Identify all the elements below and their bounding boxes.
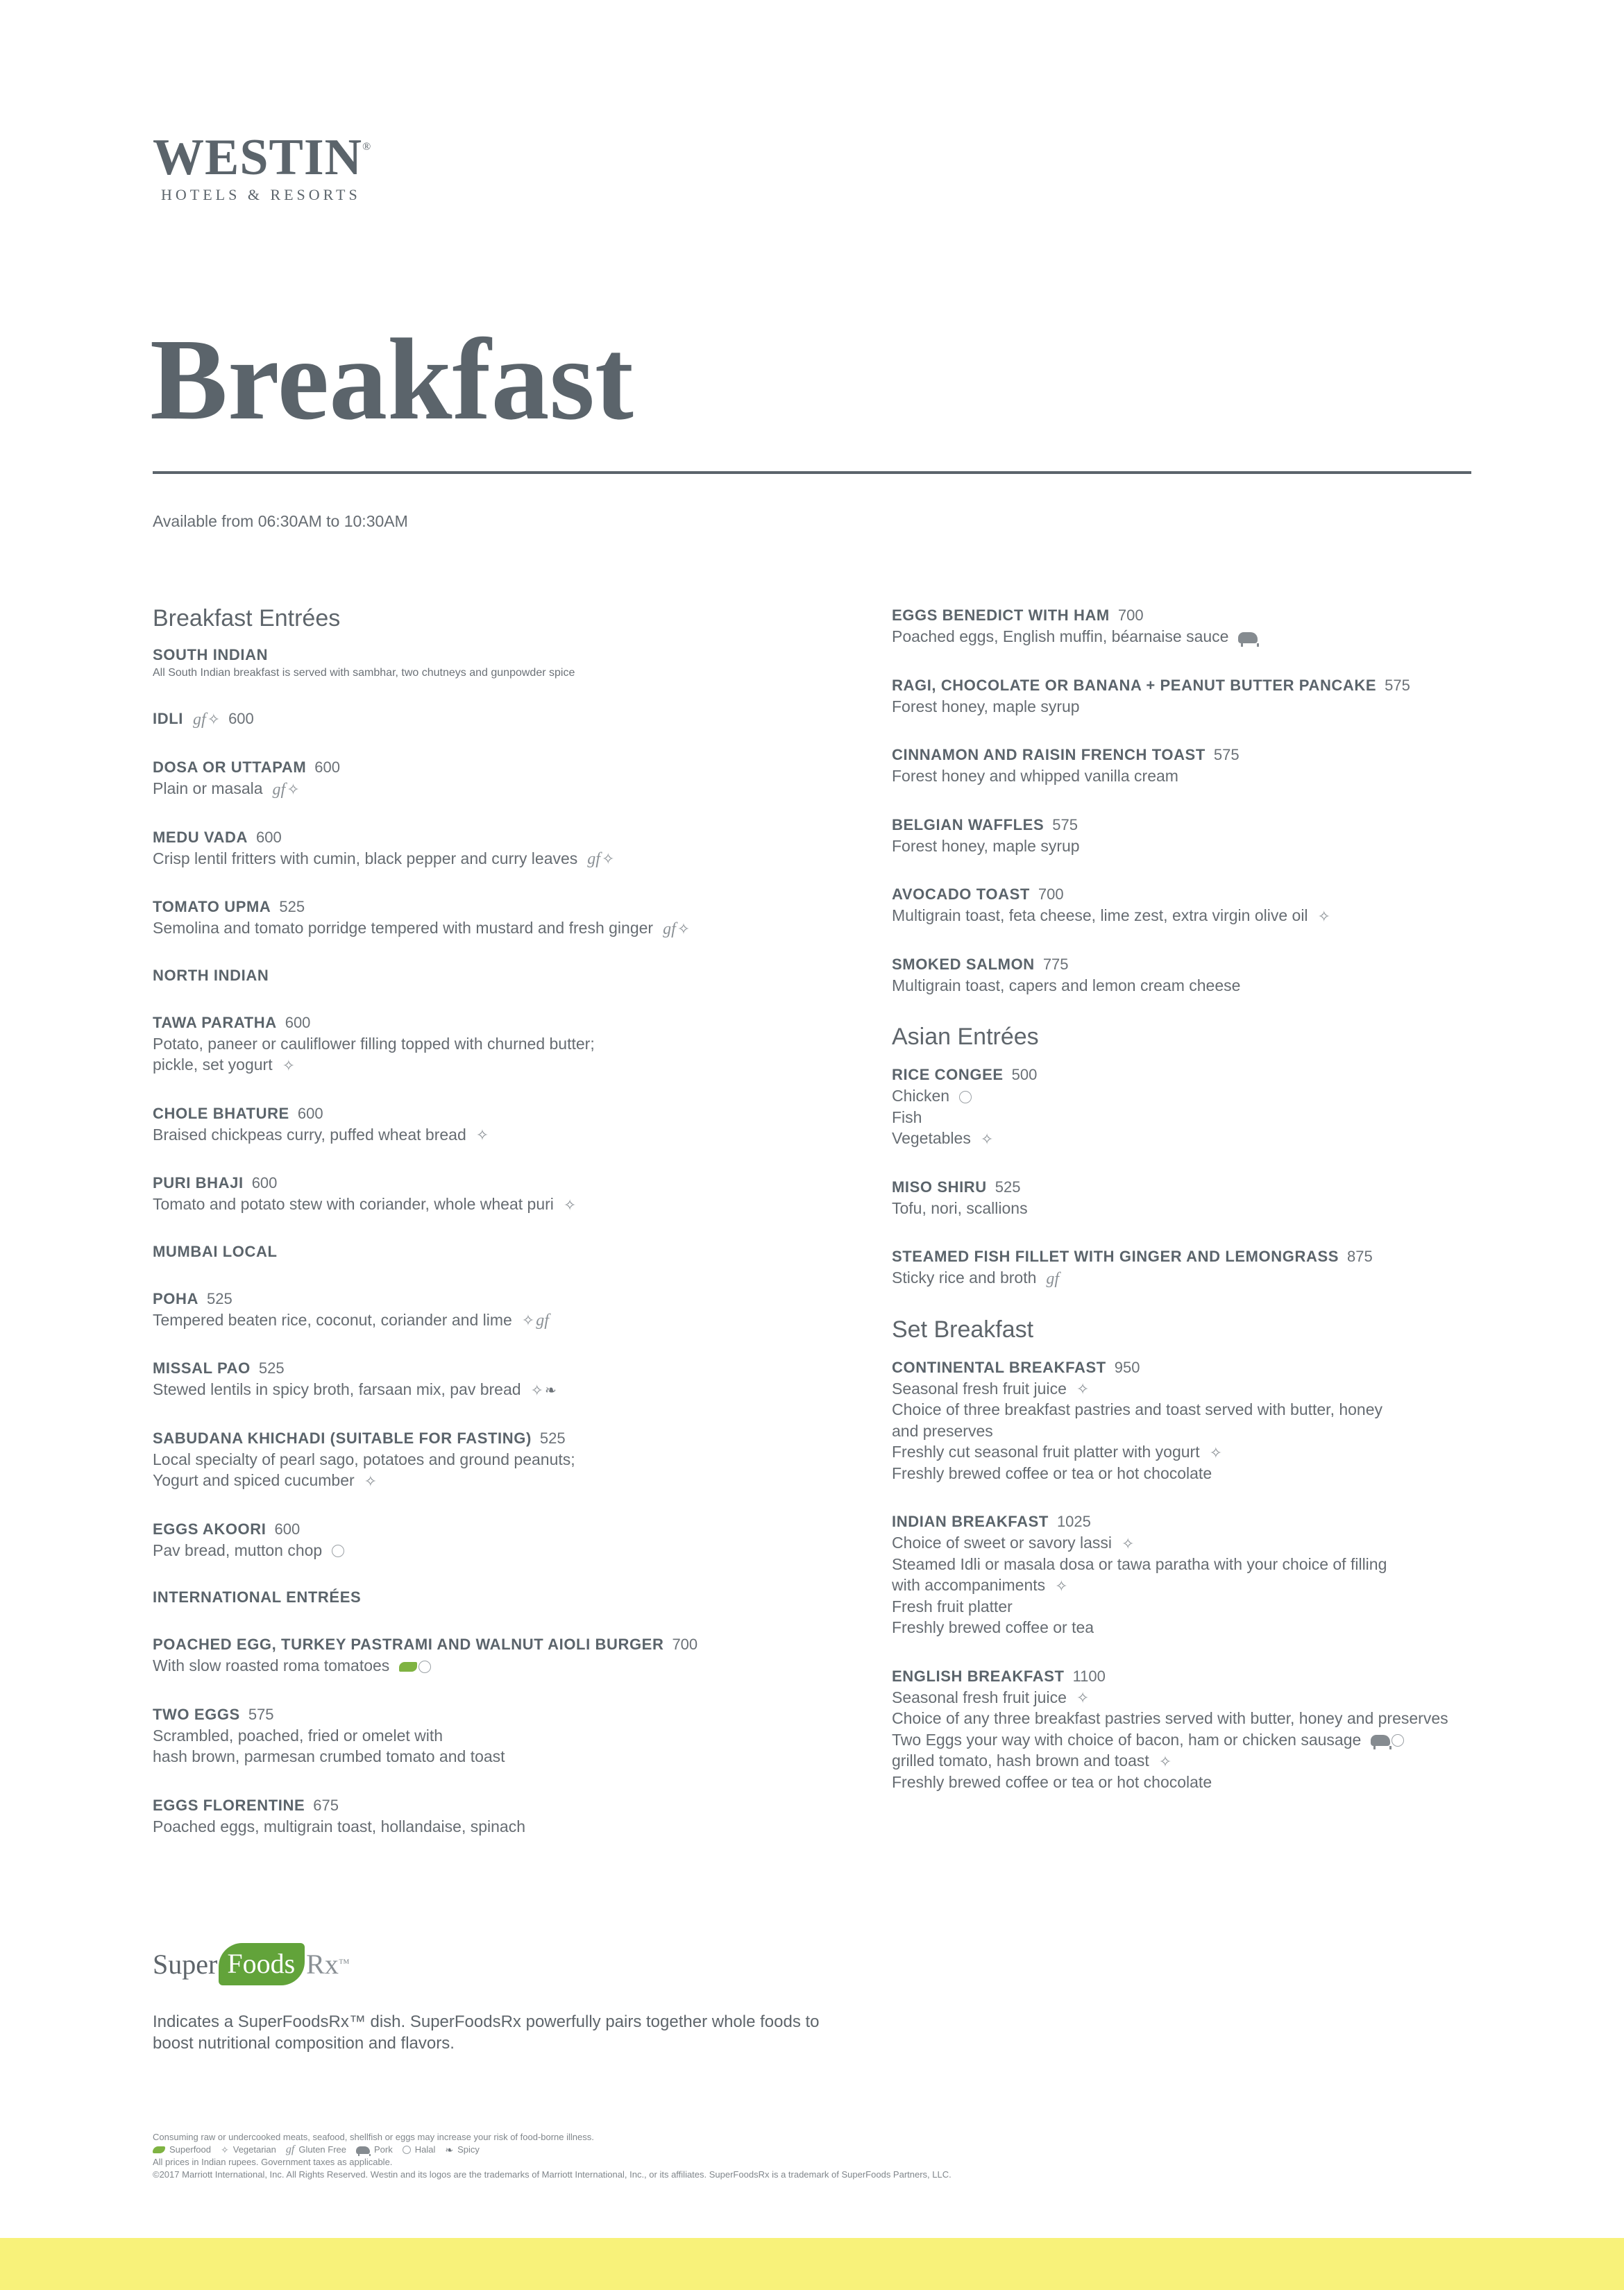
dietary-icons	[1318, 909, 1330, 924]
item-name: MISSAL PAO	[153, 1359, 251, 1377]
gluten-free-icon: gf	[536, 1312, 549, 1330]
item-name: TWO EGGS	[153, 1705, 240, 1723]
menu-item	[153, 1358, 861, 1400]
item-price: 600	[297, 1104, 323, 1122]
menu-item	[153, 757, 861, 799]
item-description: Fish	[892, 1108, 922, 1126]
item-name: INDIAN BREAKFAST	[892, 1513, 1049, 1530]
item-name: EGGS BENEDICT WITH HAM	[892, 607, 1110, 624]
dietary-icons	[1210, 1445, 1222, 1461]
vegetarian-icon: ✧	[475, 1126, 489, 1144]
item-description: Pav bread, mutton chop	[153, 1541, 323, 1559]
item-name: PURI BHAJI	[153, 1174, 244, 1191]
legend-label: Gluten Free	[298, 2144, 347, 2155]
menu-item	[153, 1289, 861, 1331]
vegetarian-icon: ✧	[287, 780, 300, 798]
menu-item	[153, 1103, 861, 1146]
menu-item	[153, 1704, 861, 1767]
menu-item	[892, 1511, 1600, 1638]
item-description: Semolina and tomato porridge tempered with mustard and fresh ginger	[153, 919, 654, 937]
dietary-icons	[476, 1128, 489, 1143]
superfoods-logo-rx: Rx	[306, 1948, 339, 1980]
superfoods-description: Indicates a SuperFoodsRx™ dish. SuperFoodsRx powerfully pairs together whole foods to boost nutritional composition and flavors.	[153, 2012, 820, 2053]
item-price: 600	[256, 828, 282, 846]
item-description: Chicken	[892, 1087, 950, 1105]
dietary-icons	[1122, 1536, 1134, 1552]
item-price: 575	[248, 1705, 274, 1723]
menu-item	[892, 884, 1600, 926]
item-description: Yogurt and spiced cucumber	[153, 1471, 355, 1489]
vegetarian-icon: ✧	[530, 1381, 543, 1399]
dietary-icons	[1159, 1754, 1172, 1770]
item-name: EGGS FLORENTINE	[153, 1796, 305, 1814]
dietary-icons	[564, 1198, 576, 1213]
item-price: 575	[1052, 815, 1078, 833]
halal-icon	[1392, 1734, 1404, 1747]
item-price: 525	[258, 1359, 285, 1377]
item-price: 575	[1385, 676, 1410, 694]
item-description: and preserves	[892, 1421, 993, 1440]
dietary-icons	[399, 1661, 431, 1673]
superfoods-logo	[153, 1936, 350, 1992]
subsection-title: NORTH INDIAN	[153, 966, 269, 984]
item-description: Vegetables	[892, 1129, 971, 1147]
subsection-title: SOUTH INDIAN	[153, 646, 269, 663]
item-description: Sticky rice and broth	[892, 1269, 1037, 1287]
menu-item	[892, 1666, 1600, 1793]
vegetarian-icon: ✧	[1158, 1752, 1172, 1770]
item-name: CINNAMON AND RAISIN FRENCH TOAST	[892, 746, 1206, 763]
item-description: with accompaniments	[892, 1576, 1046, 1594]
menu-item	[892, 1177, 1600, 1219]
menu-item	[153, 1634, 861, 1677]
item-price: 500	[1011, 1066, 1038, 1083]
item-price: 1100	[1072, 1667, 1106, 1685]
item-description: Freshly brewed coffee or tea or hot chocolate	[892, 1464, 1212, 1482]
item-name: MISO SHIRU	[892, 1178, 987, 1196]
item-description: Tempered beaten rice, coconut, coriander and lime	[153, 1310, 512, 1329]
halal-icon	[332, 1545, 344, 1557]
menu-item	[892, 1065, 1600, 1149]
subsection-title: INTERNATIONAL ENTRÉES	[153, 1588, 362, 1606]
vegetarian-icon: ✧	[364, 1472, 378, 1490]
vegetarian-icon: ✧	[601, 850, 615, 868]
menu-item	[153, 827, 861, 870]
dietary-icons	[273, 781, 300, 798]
item-price: 575	[1213, 746, 1240, 763]
item-price: 525	[539, 1429, 566, 1447]
subsection-note: All South Indian breakfast is served with sambhar, two chutneys and gunpowder spice	[153, 667, 575, 679]
item-name: EGGS AKOORI	[153, 1520, 267, 1538]
gluten-free-icon: gf	[272, 780, 286, 799]
item-price: 950	[1114, 1358, 1140, 1376]
item-name: ENGLISH BREAKFAST	[892, 1667, 1065, 1685]
menu-item	[892, 1357, 1600, 1484]
item-name: STEAMED FISH FILLET WITH GINGER AND LEMONGRASS	[892, 1248, 1339, 1265]
item-description: Forest honey, maple syrup	[892, 836, 1080, 855]
dietary-icons	[981, 1132, 993, 1147]
vegetarian-icon: ✧	[1055, 1577, 1068, 1595]
dietary-icons	[1238, 632, 1258, 643]
menu-item	[153, 1428, 861, 1491]
item-description: Steamed Idli or masala dosa or tawa paratha with your choice of filling	[892, 1554, 1387, 1573]
item-price: 600	[274, 1520, 301, 1538]
item-description: Fresh fruit platter	[892, 1597, 1013, 1615]
footer	[153, 2131, 951, 2181]
vegetarian-icon: ✧	[1076, 1380, 1090, 1398]
item-name: RAGI, CHOCOLATE OR BANANA + PEANUT BUTTER PANCAKE	[892, 676, 1377, 694]
legend-label: Vegetarian	[232, 2144, 276, 2155]
legend-label: Halal	[414, 2144, 436, 2155]
item-name: CHOLE BHATURE	[153, 1104, 289, 1122]
item-name: AVOCADO TOAST	[892, 885, 1030, 903]
menu-item	[892, 815, 1600, 857]
item-price: 700	[1117, 607, 1144, 624]
section-title: Set Breakfast	[892, 1316, 1034, 1343]
item-description: Two Eggs your way with choice of bacon, ham or chicken sausage	[892, 1730, 1362, 1749]
vegetarian-icon: ✧	[1076, 1689, 1090, 1707]
superfood-icon	[153, 2146, 165, 2153]
pork-icon	[356, 2146, 370, 2154]
menu-item	[153, 1012, 861, 1076]
gluten-free-icon: gf	[1046, 1269, 1060, 1288]
gluten-free-icon: gf	[285, 2144, 295, 2155]
menu-item	[892, 745, 1600, 787]
section-title: Asian Entrées	[892, 1024, 1039, 1050]
item-name: MEDU VADA	[153, 828, 248, 846]
item-price: 600	[314, 758, 340, 776]
item-price: 1025	[1056, 1513, 1091, 1530]
dietary-icons	[1055, 1579, 1067, 1594]
item-description: Braised chickpeas curry, puffed wheat bread	[153, 1125, 466, 1144]
pork-icon	[1371, 1735, 1390, 1746]
dietary-icons	[959, 1091, 972, 1103]
item-description: Crisp lentil fritters with cumin, black pepper and curry leaves	[153, 849, 578, 867]
subsection-title: MUMBAI LOCAL	[153, 1242, 278, 1260]
item-name: SMOKED SALMON	[892, 955, 1035, 973]
item-description: Choice of sweet or savory lassi	[892, 1534, 1113, 1552]
dietary-icons	[587, 851, 614, 867]
item-price: 700	[672, 1636, 698, 1653]
item-description: Potato, paneer or cauliflower filling topped with churned butter;	[153, 1034, 595, 1053]
superfoods-logo-tm: ™	[338, 1958, 350, 1969]
brand-trademark: ®	[362, 141, 372, 153]
item-name: IDLI	[153, 710, 183, 727]
footer-color-band	[0, 2238, 1624, 2290]
item-description: Scrambled, poached, fried or omelet with	[153, 1726, 443, 1745]
item-description: Seasonal fresh fruit juice	[892, 1379, 1067, 1398]
item-name: TOMATO UPMA	[153, 898, 271, 915]
dietary-icons	[1076, 1690, 1089, 1706]
item-description: Freshly cut seasonal fruit platter with yogurt	[892, 1443, 1200, 1461]
menu-item	[153, 1519, 861, 1561]
gluten-free-icon: gf	[192, 711, 206, 729]
menu-item	[892, 675, 1600, 718]
item-description: hash brown, parmesan crumbed tomato and toast	[153, 1747, 505, 1765]
item-price: 700	[1038, 885, 1064, 903]
item-price: 775	[1042, 955, 1069, 973]
vegetarian-icon: ✧	[221, 2144, 229, 2155]
item-name: SABUDANA KHICHADI (SUITABLE FOR FASTING)	[153, 1429, 532, 1447]
dietary-icons	[1046, 1271, 1059, 1287]
item-description: Plain or masala	[153, 779, 263, 797]
item-description: Choice of any three breakfast pastries served with butter, honey and preserves	[892, 1709, 1448, 1727]
icon-legend	[153, 2144, 951, 2156]
item-price: 675	[313, 1796, 339, 1814]
dietary-icons	[193, 711, 220, 728]
superfoods-logo-foods: Foods	[219, 1943, 305, 1985]
prices-note: All prices in Indian rupees. Government taxes as applicable.	[153, 2157, 393, 2167]
item-description: Poached eggs, English muffin, béarnaise sauce	[892, 627, 1229, 645]
dietary-icons	[364, 1474, 377, 1489]
superfood-icon	[399, 1662, 417, 1672]
item-description: Poached eggs, multigrain toast, hollandaise, spinach	[153, 1817, 526, 1835]
item-name: POACHED EGG, TURKEY PASTRAMI AND WALNUT AIOLI BURGER	[153, 1636, 664, 1653]
item-name: BELGIAN WAFFLES	[892, 815, 1044, 833]
legend-label: Pork	[374, 2144, 393, 2155]
copyright-text: ©2017 Marriott International, Inc. All Rights Reserved. Westin and its logos are the trademarks of Marriott International, Inc., or its affiliates. SuperFoodsRx is a trademark of SuperFoods Partners, LLC.	[153, 2169, 951, 2180]
item-price: 525	[206, 1289, 232, 1307]
item-price: 600	[251, 1174, 278, 1191]
menu-column-right	[892, 605, 1600, 1820]
westin-logo	[153, 129, 372, 204]
item-description: pickle, set yogurt	[153, 1055, 273, 1074]
item-name: POHA	[153, 1289, 198, 1307]
item-description: Tomato and potato stew with coriander, whole wheat puri	[153, 1195, 554, 1213]
item-description: Multigrain toast, feta cheese, lime zest, extra virgin olive oil	[892, 906, 1308, 924]
item-description: Stewed lentils in spicy broth, farsaan mix, pav bread	[153, 1380, 521, 1398]
item-description: Choice of three breakfast pastries and toast served with butter, honey	[892, 1400, 1383, 1418]
menu-item	[892, 954, 1600, 996]
item-description: Forest honey and whipped vanilla cream	[892, 767, 1178, 785]
dietary-icons	[663, 921, 690, 938]
item-price: 600	[285, 1013, 311, 1031]
dietary-icons	[332, 1545, 344, 1557]
halal-icon	[403, 2146, 411, 2154]
halal-icon	[959, 1091, 972, 1103]
item-description: Multigrain toast, capers and lemon cream cheese	[892, 976, 1241, 994]
page-title: Breakfast	[150, 315, 634, 444]
spicy-icon: ❧	[544, 1382, 557, 1398]
dietary-icons	[1076, 1382, 1089, 1397]
gluten-free-icon: gf	[587, 850, 600, 869]
superfoods-logo-super: Super	[153, 1948, 218, 1980]
item-name: TAWA PARATHA	[153, 1013, 277, 1031]
vegetarian-icon: ✧	[1317, 907, 1330, 925]
item-name: DOSA OR UTTAPAM	[153, 758, 307, 776]
item-description: With slow roasted roma tomatoes	[153, 1656, 390, 1674]
gluten-free-icon: gf	[663, 919, 676, 938]
item-description: Local specialty of pearl sago, potatoes and ground peanuts;	[153, 1450, 575, 1468]
vegetarian-icon: ✧	[282, 1056, 296, 1074]
item-name: RICE CONGEE	[892, 1066, 1004, 1083]
item-price: 600	[228, 710, 254, 727]
menu-item	[892, 1246, 1600, 1289]
dietary-icons	[531, 1383, 557, 1398]
menu-item	[892, 605, 1600, 647]
item-description: Freshly brewed coffee or tea or hot chocolate	[892, 1772, 1212, 1791]
item-description: grilled tomato, hash brown and toast	[892, 1752, 1149, 1770]
item-price: 525	[995, 1178, 1021, 1196]
dietary-icons	[282, 1058, 295, 1074]
halal-icon	[418, 1661, 431, 1673]
spicy-icon: ❧	[445, 2144, 454, 2155]
item-description: Freshly brewed coffee or tea	[892, 1618, 1094, 1636]
item-description: Tofu, nori, scallions	[892, 1198, 1028, 1217]
item-name: CONTINENTAL BREAKFAST	[892, 1358, 1106, 1376]
dietary-icons	[522, 1312, 549, 1329]
pork-icon	[1238, 632, 1258, 643]
dietary-icons	[1371, 1734, 1404, 1747]
vegetarian-icon: ✧	[1122, 1534, 1135, 1552]
vegetarian-icon: ✧	[677, 919, 691, 938]
menu-item	[153, 897, 861, 939]
item-description: Forest honey, maple syrup	[892, 697, 1080, 715]
vegetarian-icon: ✧	[207, 711, 221, 729]
item-price: 875	[1347, 1248, 1373, 1265]
item-price: 525	[279, 898, 305, 915]
vegetarian-icon: ✧	[980, 1130, 994, 1148]
menu-column-left	[153, 605, 861, 1865]
menu-item	[153, 1173, 861, 1215]
menu-item	[153, 709, 861, 729]
vegetarian-icon: ✧	[563, 1196, 577, 1214]
food-safety-warning: Consuming raw or undercooked meats, seafood, shellfish or eggs may increase your risk of food-borne illness.	[153, 2132, 594, 2142]
vegetarian-icon: ✧	[521, 1312, 535, 1330]
brand-name: WESTIN	[153, 129, 363, 186]
vegetarian-icon: ✧	[1209, 1443, 1223, 1461]
section-title: Breakfast Entrées	[153, 605, 341, 631]
item-description: Seasonal fresh fruit juice	[892, 1688, 1067, 1706]
availability-text: Available from 06:30AM to 10:30AM	[153, 512, 408, 530]
title-divider	[153, 471, 1471, 474]
menu-item	[153, 1795, 861, 1838]
legend-label: Superfood	[169, 2144, 211, 2155]
brand-subtitle: HOTELS & RESORTS	[161, 186, 361, 203]
legend-label: Spicy	[457, 2144, 480, 2155]
